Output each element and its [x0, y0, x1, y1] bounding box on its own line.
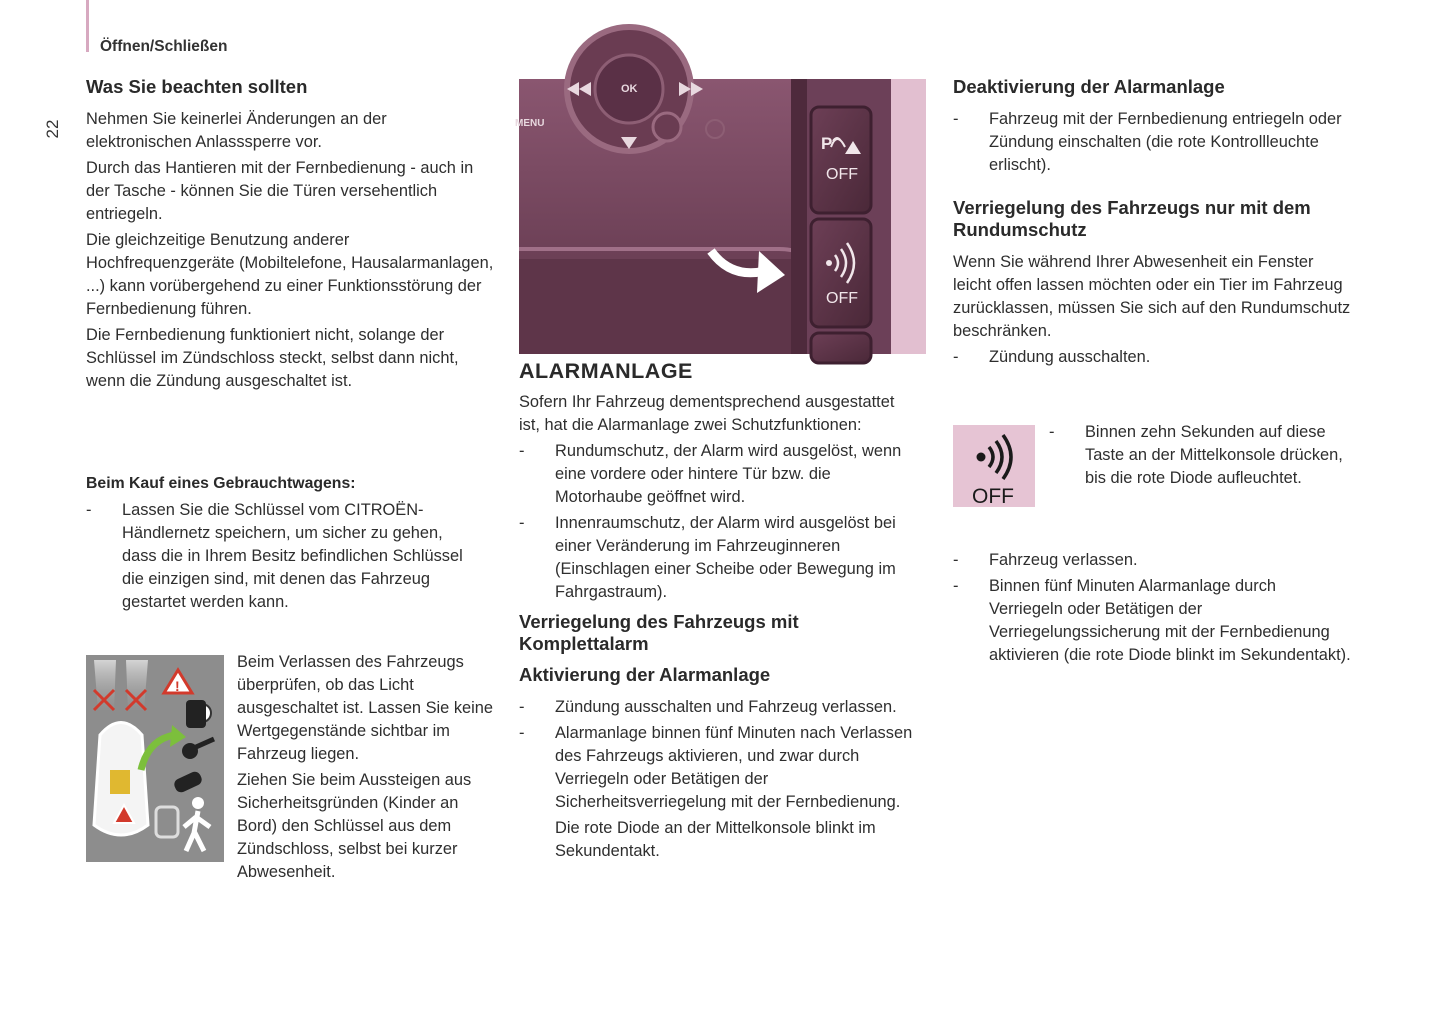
deactivation-heading: Deaktivierung der Alarmanlage — [953, 76, 1225, 97]
paragraph: Nehmen Sie keinerlei Änderungen an der elektronischen Anlasssperre vor. — [86, 110, 387, 151]
alarm-off-button-icon — [953, 425, 1035, 507]
paragraph: Die gleichzeitige Benutzung anderer Hochfrequenzgeräte (Mobiltelefone, Hausalarmanlagen, ...) kann vorübergehend zu einer Funktionsstörung der Fernbedienung führen. — [86, 231, 494, 318]
car-topview-icon — [86, 655, 224, 862]
paragraph: Wenn Sie während Ihrer Abwesenheit ein Fenster leicht offen lassen möchten oder ein Tier im Fahrzeug zurücklassen, müssen Sie sich auf den Rundumschutz beschränken. — [953, 253, 1351, 340]
perimeter-heading: Verriegelung des Fahrzeugs nur mit dem Rundumschutz — [953, 197, 1311, 240]
menu-label: MENU — [515, 118, 545, 129]
list-item: - Binnen fünf Minuten Alarmanlage durch Verriegeln oder Betätigen der Verriegelungssicherung mit der Fernbedienung aktivieren (die rote Diode blinkt im Sekundentakt). — [953, 577, 1351, 664]
paragraph: Die Fernbedienung funktioniert nicht, solange der Schlüssel im Zündschloss steckt, selbst dann nicht, wenn die Zündung ausgeschaltet ist. — [86, 326, 459, 390]
off-label-1: OFF — [826, 166, 858, 183]
list-item: - Zündung ausschalten und Fahrzeug verlassen. — [519, 698, 897, 716]
list-item: - Fahrzeug verlassen. — [953, 551, 1138, 569]
full-alarm-heading: Verriegelung des Fahrzeugs mit Komplettalarm — [519, 611, 799, 654]
list-item: - Fahrzeug mit der Fernbedienung entriegeln oder Zündung einschalten (die rote Kontrollleuchte erlischt). — [953, 110, 1342, 174]
section-title: Öffnen/Schließen — [100, 38, 228, 55]
tip-block — [237, 651, 499, 887]
off-label-2: OFF — [826, 290, 858, 307]
list-item: - Rundumschutz, der Alarm wird ausgelöst, wenn eine vordere oder hintere Tür bzw. die Motorhaube geöffnet wird. — [519, 442, 902, 506]
list-item: - Innenraumschutz, der Alarm wird ausgelöst bei einer Veränderung im Fahrzeuginneren (Einschlagen einer Scheibe oder Bewegung im Fahrgastraum). — [519, 514, 896, 601]
console-photo — [515, 79, 926, 354]
list-item: - Zündung ausschalten. — [953, 348, 1151, 366]
alarm-waves-icon — [826, 260, 832, 266]
off-icon-label: OFF — [972, 485, 1014, 508]
leaving-car-pictogram — [86, 655, 224, 862]
column-right — [953, 76, 1353, 372]
heading-what-to-note: Was Sie beachten sollten — [86, 76, 308, 97]
column-middle — [519, 360, 919, 863]
column-left — [86, 76, 496, 396]
list-item: - Alarmanlage binnen fünf Minuten nach Verlassen des Fahrzeugs aktivieren, und zwar durch Verriegeln oder Betätigen der Sicherheitsverriegelung mit der Fernbedienung. — [519, 724, 913, 811]
diode-note: Die rote Diode an der Mittelkonsole blinkt im Sekundentakt. — [555, 819, 876, 860]
p-sensor-icon: P — [821, 134, 833, 153]
used-car-heading: Beim Kauf eines Gebrauchtwagens: — [86, 475, 356, 492]
paragraph: Ziehen Sie beim Aussteigen aus Sicherheitsgründen (Kinder an Bord) den Schlüssel aus dem Zündschloss, selbst bei kurzer Abwesenheit. — [237, 771, 472, 881]
activation-heading: Aktivierung der Alarmanlage — [519, 664, 771, 685]
final-steps — [953, 549, 1353, 670]
page-number: 22 — [43, 119, 62, 139]
ok-label: OK — [621, 83, 638, 95]
list-item: - Lassen Sie die Schlüssel vom CITROËN-Händlernetz speichern, um sicher zu gehen, dass die in Ihrem Besitz befindlichen Schlüssel die einzigen sind, mit denen das Fahrzeug gestartet werden kann. — [86, 501, 463, 611]
list-item: - Binnen zehn Sekunden auf diese Taste an der Mittelkonsole drücken, bis die rote Diode aufleuchtet. — [1049, 423, 1343, 487]
paragraph: Beim Verlassen des Fahrzeugs überprüfen, ob das Licht ausgeschaltet ist. Lassen Sie keine Wertgegenstände sichtbar im Fahrzeug liegen. — [237, 653, 494, 763]
used-car-block — [86, 472, 481, 617]
section-marker — [86, 0, 89, 52]
alarm-title: ALARMANLAGE — [519, 359, 693, 383]
svg-text:!: ! — [175, 678, 180, 694]
button-instruction — [1049, 421, 1349, 493]
paragraph: Durch das Hantieren mit der Fernbedienung - auch in der Tasche - können Sie die Türen versehentlich entriegeln. — [86, 159, 474, 223]
paragraph: Sofern Ihr Fahrzeug dementsprechend ausgestattet ist, hat die Alarmanlage zwei Schutzfunktionen: — [519, 393, 895, 434]
